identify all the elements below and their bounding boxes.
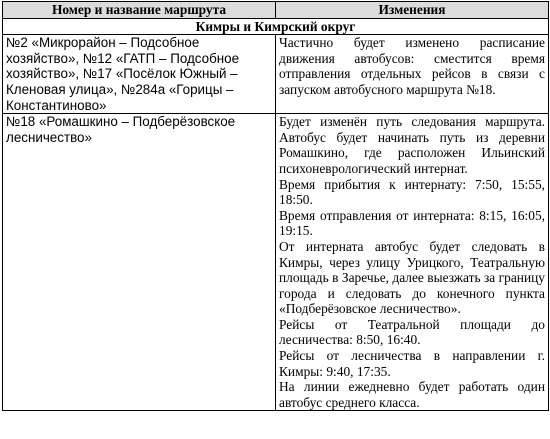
change-paragraph: Будет изменён путь следования маршрута. Автобус будет начинать путь из деревни Ромашкино, где расположен Ильинский психоневрологический интернат. <box>279 114 545 176</box>
change-paragraph: Частично будет изменено расписание движения автобусов: сместится время отправления отдельных рейсов в связи с запуском автобусного маршрута №18. <box>279 35 545 97</box>
change-paragraph: Рейсы от Театральной площади до лесничества: 8:50, 16:40. <box>279 316 545 348</box>
change-paragraph: Время отправления от интерната: 8:15, 16:05, 19:15. <box>279 207 545 239</box>
group-title: Кимры и Кимрский округ <box>3 18 549 35</box>
group-row <box>3 18 549 35</box>
change-paragraph: На линии ежедневно будет работать один автобус среднего класса. <box>279 379 545 410</box>
route-cell: №2 «Микрорайон – Подсобное хозяйство», №12 «ГАТП – Подсобное хозяйство», №17 «Посёлок Южный – Кленовая улица», №284а «Горицы – Константиново» <box>3 35 276 114</box>
table-header-row <box>3 2 549 19</box>
route-cell: №18 «Ромашкино – Подберёзовское лесничество» <box>3 114 276 411</box>
change-paragraph: Рейсы от лесничества в направлении г. Кимры: 9:40, 17:35. <box>279 348 545 379</box>
table-row <box>3 35 549 114</box>
header-route: Номер и название маршрута <box>3 2 276 19</box>
routes-changes-table <box>2 1 549 411</box>
header-changes: Изменения <box>276 2 549 19</box>
changes-cell <box>276 35 549 114</box>
change-paragraph: От интерната автобус будет следовать в Кимры, через улицу Урицкого, Театральную площадь в Заречье, далее выезжать за границу города и следовать до конечного пункта «Подберёзовское лесничество». <box>279 238 545 317</box>
change-paragraph: Время прибытия к интернату: 7:50, 15:55, 18:50. <box>279 176 545 208</box>
table-row <box>3 114 549 411</box>
changes-cell <box>276 114 549 411</box>
